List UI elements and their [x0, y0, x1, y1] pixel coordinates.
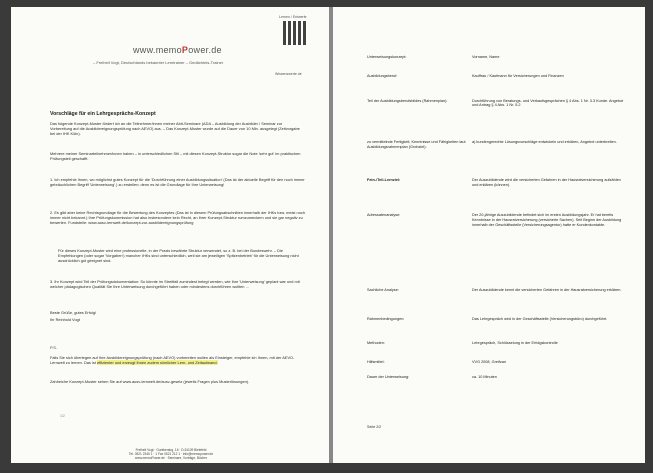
row-value: ca. 10 Minuten	[472, 374, 497, 379]
row-value: Der Auszubildende wird die versicherten Gefahren in der Hausratversicherung aufzählen und erklären (können).	[472, 177, 621, 187]
row-value: Durchführung von Beratungs- und Verkaufsgesprächen § 4 Abs. 1 Nr. 3.3 Kunde. Angebot und Antrag § 4 Abs. 1 Nr. 5.2	[472, 98, 624, 108]
concept-table	[367, 55, 627, 380]
paragraph: Für dieses Konzept-Muster wird eine professionelle, in der Praxis bewährte Struktur verwendet, so z. B. bei der Bundeswehr. – Die Empfehlungen (oder sogar 'Vorgaben') mancher IHKs sind unterschiedlich, weil sie am jeweiligen 'Spitzenbetrieb' für die Unterweisung nicht ausdrücklich gut geeignet sind.	[58, 248, 299, 263]
table-row	[367, 187, 627, 227]
page-mark: 1/2	[60, 414, 65, 418]
row-value: a) kundengerechte Lösungsvorschläge entwickeln und erklären, Angebot unterbreiten.	[472, 140, 617, 145]
ps-text: Falls Sie sich überlegen auf Ihre Ausbildereignungsprüfung (nach AEVO) vorbereiten wollen als Einsteiger, empfehle ich Ihnen, mit der AEVO-Lernwelt zu lernen. Das ist effizienter und erzeugt Ihnen zudem sinnlicher Lern- und Zeitaufwand.	[50, 355, 295, 365]
row-value: Das Lehrgespräch wird in der Geschäftsstelle (Versicherungsbüro) durchgeführt.	[472, 316, 608, 321]
ps-text-2: Zahlreiche Konzept-Muster sehen Sie auf www.ausv-lernwelt.de/ausv-gesetz (jeweils Fragen plus Musterlösungen).	[50, 379, 250, 384]
paragraph: Das folgende Konzept-Muster fördert ich an die Teilnehmer/innen meiner Abit-Seminare (ADA – Ausbildung der Ausbilder / Seminar zur Vorbereitung auf die Ausbildereignungsprüfung nach AEVO) aus. – Das Konzept-Muster wurde auf die Dauer von 10 Min. ausgelegt (Zeitvorgabe bei der IHK Köln).	[50, 121, 300, 136]
row-label: Sachliche Analyse:	[367, 287, 399, 292]
table-row	[367, 150, 627, 188]
row-label: Teil der Ausbildungsberufsbildes (Rahmenplan):	[367, 98, 448, 103]
table-row	[367, 228, 627, 293]
list-item: 2. Es gibt aber keine Rechtsgrundlage für die Bewertung des Konzeptes (Das ist in diesem Prüfungsabschnitten innerhalb der IHKs bzw. meist noch immer nicht bekannt.) Ihre Prüfungskommission hat also insbesondere kein Recht, an Ihrer Konzept-Struktur rumzumeckern und sie gar negativ zu bewerten. Fundstelle: www.ausv-lernwelt.de/konzept-zur-ausbildereignungsprüfung	[50, 210, 305, 225]
qr-caption: Wissenswerte.de	[275, 72, 302, 76]
table-row	[367, 60, 627, 79]
document-page-left	[11, 7, 329, 463]
row-value: Vorname, Name	[472, 55, 500, 59]
table-row	[367, 365, 627, 380]
page-footer: Seite 2/2	[367, 425, 382, 429]
row-label: Fein-/Teil-Lernziel:	[367, 177, 401, 182]
table-row	[367, 79, 627, 109]
row-value: Kauffrau / Kaufmann für Versicherungen und Finanzen	[472, 73, 564, 78]
page-title: Vorschläge für ein Lehrgesprächs-Konzept	[50, 111, 156, 117]
row-label: zu vermittelnde Fertigkeit, Kenntnisse und Fähigkeiten laut Ausbildungsrahmenplan (Grobziel):	[367, 140, 466, 149]
table-row	[367, 293, 627, 322]
highlighted-text: effizienter und erzeugt Ihnen zudem sinnlicher Lern- und Zeitaufwand.	[96, 360, 218, 365]
table-row	[367, 321, 627, 346]
signature: Ihr Reinhold Vogt	[50, 317, 80, 322]
row-value: Der 20-jährige Auszubildende befindet sich im ersten Ausbildungsjahr. Er hat bereits Kenntnisse in der Hausratversicherung (versicherte Sachen). Seit Beginn der Ausbildung innerhalb der Geschäftsstelle (Versicherungsagentur) hatte er Kundenkontakte.	[472, 213, 622, 227]
closing: Beste Grüße, gutes Erfolg!	[50, 310, 97, 315]
row-label: Rahmenbedingungen:	[367, 316, 405, 321]
row-label: Methoden:	[367, 341, 385, 346]
document-page-right	[333, 7, 645, 463]
qr-code-icon	[283, 21, 307, 45]
row-value: VVG 2008, Greifzan	[472, 360, 506, 365]
row-label: Ausbildungsberuf:	[367, 73, 398, 78]
list-item: 3. Ihr Konzept wird Teil der Prüfungsdokumentation: So könnte im Streitfall zumindest belegt werden, wie Ihre 'Unterweisung' geplant war und mit welcher pädagogischen Qualität Sie Ihre Unterweisung durchgeführt haben oder mindestens durchführen wollten …	[50, 279, 300, 289]
row-label: Hilfsmittel:	[367, 360, 385, 365]
row-label: Adressatenanalyse:	[367, 213, 401, 218]
tagline: – Freiheit Vogt, Deutschlands bekannter Lerntrainer – Gedächtnis-Trainer	[93, 60, 224, 65]
table-row	[367, 346, 627, 365]
row-label: Dauer der Unterweisung:	[367, 374, 410, 379]
qr-label: Lernen / Entwerfe	[279, 15, 307, 19]
logo: www.memoPower.de	[133, 45, 222, 55]
list-item: 1. Ich empfehle Ihnen, wo möglichst gutes Konzept für die 'Durchführung einer Ausbildungssituation' (Das ist der aktuelle Begriff für den noch immer gebräuchlichen Begriff 'Unterweisung'.) zu erstellen; denn es ist die Grundlage für Ihre Unterweisung!	[50, 177, 305, 187]
table-row	[367, 108, 627, 150]
ps-label: P.S.	[50, 345, 58, 350]
row-value: Lehrgespräch, Schlüsselung in der Erfolgskontrolle	[472, 341, 558, 346]
row-value: Der Auszubildende kennt die versicherten Gefahren in der Hausratversicherung erklären.	[472, 287, 622, 292]
footer: Freiheit Vogt · Guntberstrg. 16 · D-51109 Bielefeld Tel. 0521 2345 1 · 1 Fax 0521 212 1 · info@memopower.de www.memoPower.de · Seminare, Vorträge, Bücher	[128, 448, 214, 461]
row-label: Unterweisungskonzept:	[367, 55, 407, 59]
paragraph: Mehrere meiner Seminarteilnehmer/innen haben – in unterschiedlichen Stil – mit diesen Konzept-Struktur sogar die Note 'sehr gut' im praktischen Prüfungsteil geschafft.	[50, 151, 301, 161]
